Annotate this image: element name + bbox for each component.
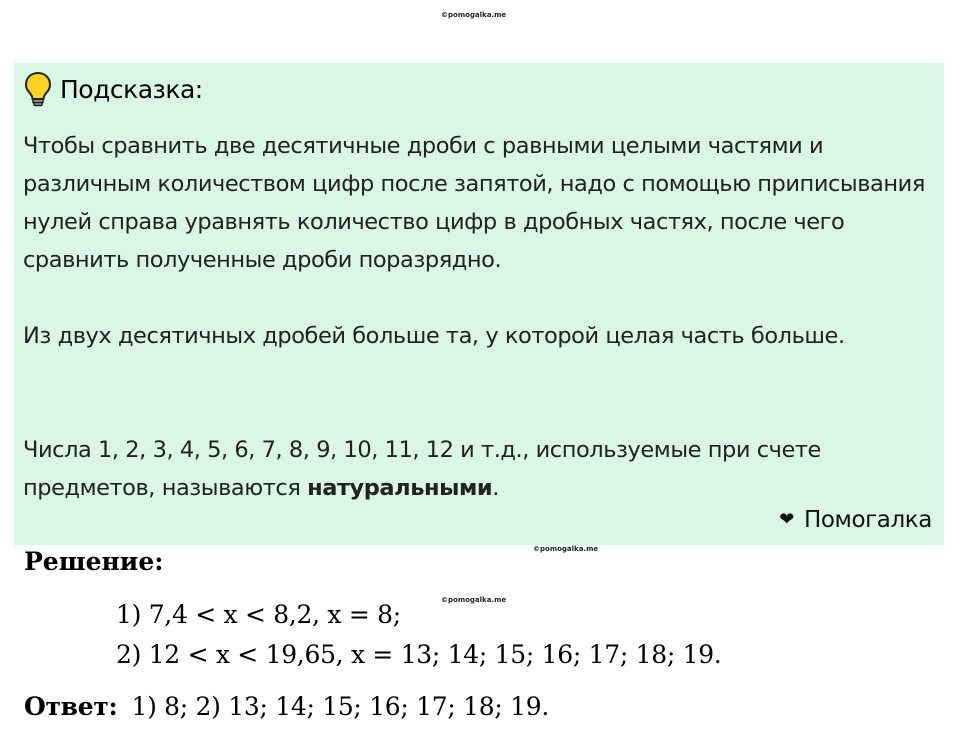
hint-paragraph-1: Чтобы сравнить две десятичные дроби с равными целыми частями и различным количеством цифр после запятой, надо с помощью приписывания нулей справа уравнять количество цифр в дробных частях, после чего сравнить полученные дроби поразрядно. (23, 133, 925, 273)
hint-title: Подсказка: (60, 74, 203, 104)
solution-line-2: 2) 12 < x < 19,65, x = 13; 14; 15; 16; 17; 18; 19. (116, 640, 722, 669)
hint-box (14, 63, 944, 545)
watermark-top: ©pomogalka.me (441, 11, 507, 19)
brand-signature (779, 507, 932, 533)
hint-paragraph-3-text: Числа 1, 2, 3, 4, 5, 6, 7, 8, 9, 10, 11, 12 и т.д., используемые при счете предметов, называются (23, 437, 821, 501)
hint-term-natural: натуральными (307, 475, 493, 501)
solution-heading: Решение: (24, 547, 164, 576)
hint-header (24, 71, 203, 107)
answer-label: Ответ: (24, 692, 118, 721)
answer-text: 1) 8; 2) 13; 14; 15; 16; 17; 18; 19. (131, 692, 550, 721)
brand-name: Помогалка (803, 507, 932, 533)
solution-line-1: 1) 7,4 < x < 8,2, x = 8; (116, 600, 401, 629)
watermark-math: ©pomogalka.me (441, 596, 507, 604)
lightbulb-icon (24, 71, 52, 107)
answer-line (24, 692, 549, 721)
heart-icon: ❤ (779, 509, 794, 530)
hint-paragraph-3-end: . (492, 475, 499, 501)
hint-paragraph-3 (23, 431, 938, 507)
hint-paragraph-2: Из двух десятичных дробей больше та, у которой целая часть больше. (23, 323, 845, 349)
watermark-middle: ©pomogalka.me (533, 545, 599, 553)
